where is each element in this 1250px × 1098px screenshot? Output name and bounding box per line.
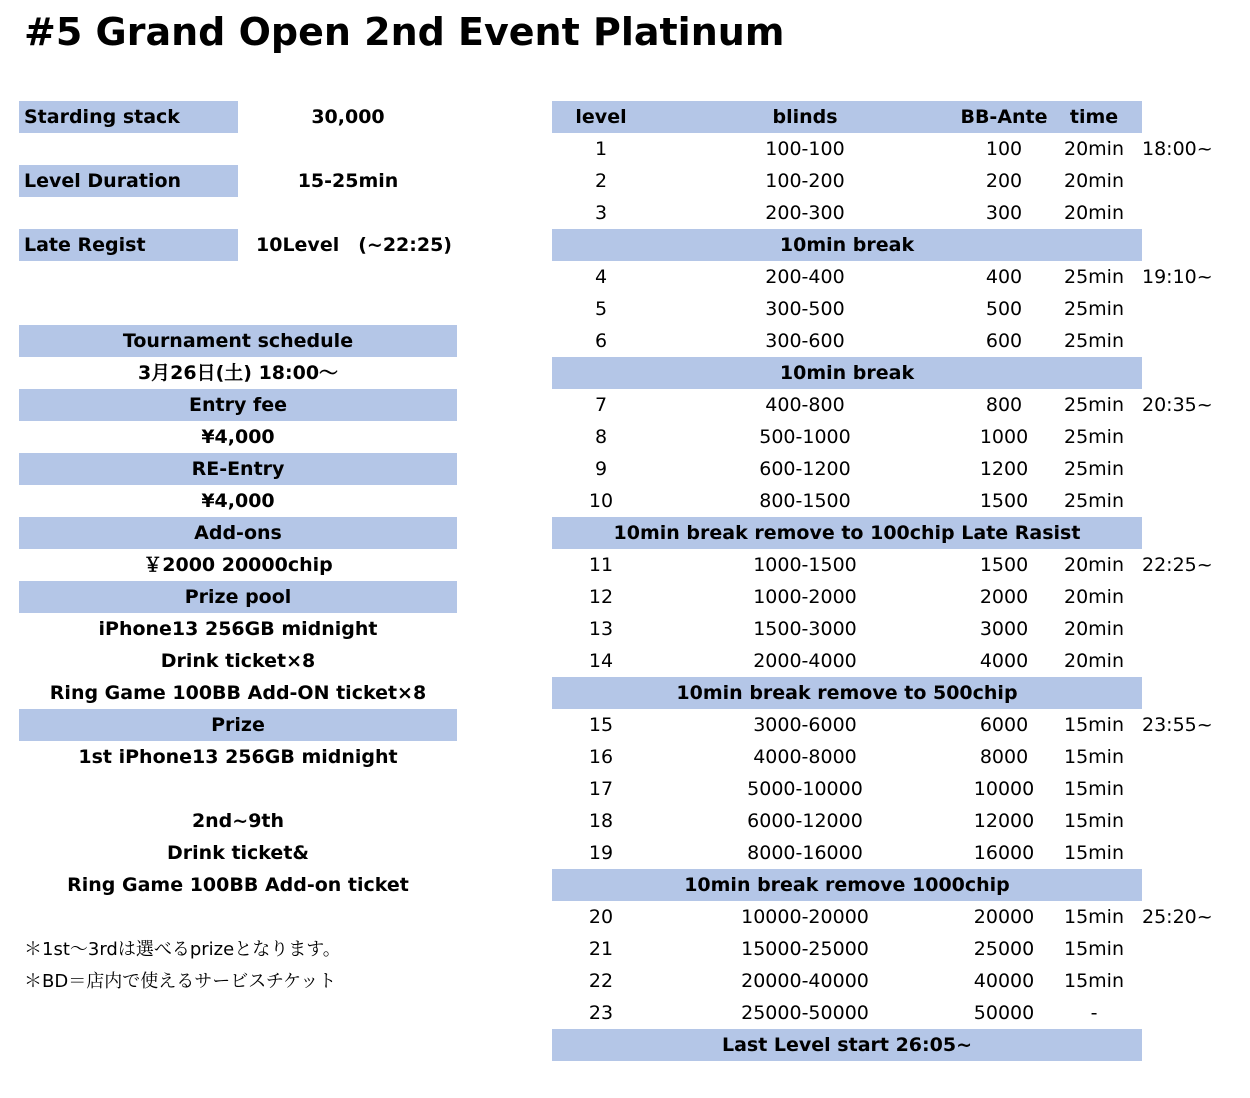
level-cell: 21 bbox=[588, 938, 614, 960]
bb-ante-cell: 12000 bbox=[973, 810, 1035, 832]
bb-ante-cell: 100 bbox=[985, 138, 1023, 160]
bb-ante-cell: 1200 bbox=[979, 458, 1029, 480]
blinds-cell: 1000-2000 bbox=[753, 586, 857, 608]
bb-ante-cell: 1000 bbox=[979, 426, 1029, 448]
tournament-schedule bbox=[19, 325, 457, 901]
bb-ante-cell: 3000 bbox=[979, 618, 1029, 640]
time-cell: 15min bbox=[1063, 714, 1124, 736]
start-time-cell: 19:10~ bbox=[1142, 266, 1213, 288]
bb-ante-cell: 500 bbox=[985, 298, 1023, 320]
bb-ante-cell: 40000 bbox=[973, 970, 1035, 992]
level-cell: 14 bbox=[588, 650, 614, 672]
blind-level-row bbox=[552, 581, 1212, 613]
bb-ante-cell: 600 bbox=[985, 330, 1023, 352]
start-time-cell: 20:35~ bbox=[1142, 394, 1213, 416]
header-level: level bbox=[575, 106, 627, 128]
starting-stack-label: Starding stack bbox=[19, 101, 238, 133]
level-cell: 17 bbox=[588, 778, 614, 800]
time-cell: 15min bbox=[1063, 906, 1124, 928]
blind-level-row bbox=[552, 421, 1212, 453]
time-cell: 25min bbox=[1063, 298, 1124, 320]
time-cell: 20min bbox=[1063, 618, 1124, 640]
time-cell: 15min bbox=[1063, 938, 1124, 960]
blinds-cell: 200-400 bbox=[765, 266, 845, 288]
blinds-cell: 6000-12000 bbox=[747, 810, 863, 832]
blinds-cell: 600-1200 bbox=[759, 458, 851, 480]
blinds-cell: 3000-6000 bbox=[753, 714, 857, 736]
time-cell: 25min bbox=[1063, 330, 1124, 352]
time-cell: 15min bbox=[1063, 778, 1124, 800]
level-cell: 16 bbox=[588, 746, 614, 768]
start-time-cell: 18:00~ bbox=[1142, 138, 1213, 160]
bb-ante-cell: 200 bbox=[985, 170, 1023, 192]
bb-ante-cell: 50000 bbox=[973, 1002, 1035, 1024]
level-cell: 15 bbox=[588, 714, 614, 736]
schedule-value: Ring Game 100BB Add-ON ticket×8 bbox=[49, 682, 427, 704]
time-cell: 20min bbox=[1063, 202, 1124, 224]
level-cell: 11 bbox=[588, 554, 614, 576]
late-regist-value: 10Level (~22:25) bbox=[256, 234, 452, 256]
blinds-cell: 100-200 bbox=[765, 170, 845, 192]
blind-level-row bbox=[552, 165, 1212, 197]
break-row: 10min break remove 1000chip bbox=[552, 869, 1142, 901]
blinds-cell: 400-800 bbox=[765, 394, 845, 416]
level-cell: 7 bbox=[594, 394, 608, 416]
bb-ante-cell: 4000 bbox=[979, 650, 1029, 672]
blinds-cell: 100-100 bbox=[765, 138, 845, 160]
bb-ante-cell: 800 bbox=[985, 394, 1023, 416]
level-cell: 5 bbox=[594, 298, 608, 320]
blind-level-row bbox=[552, 197, 1212, 229]
blind-level-row bbox=[552, 741, 1212, 773]
blinds-cell: 15000-25000 bbox=[741, 938, 869, 960]
schedule-value: 2nd~9th bbox=[191, 810, 285, 832]
level-cell: 1 bbox=[594, 138, 608, 160]
break-row: Last Level start 26:05~ bbox=[552, 1029, 1142, 1061]
time-cell: 15min bbox=[1063, 842, 1124, 864]
header-blinds: blinds bbox=[772, 106, 838, 128]
time-cell: 15min bbox=[1063, 746, 1124, 768]
blinds-cell: 300-500 bbox=[765, 298, 845, 320]
schedule-value: ¥4,000 bbox=[201, 490, 275, 512]
late-regist-label: Late Regist bbox=[19, 229, 238, 261]
time-cell: 20min bbox=[1063, 650, 1124, 672]
blind-level-row bbox=[552, 325, 1212, 357]
time-cell: 20min bbox=[1063, 170, 1124, 192]
blinds-cell: 1000-1500 bbox=[753, 554, 857, 576]
break-row: 10min break remove to 500chip bbox=[552, 677, 1142, 709]
time-cell: 20min bbox=[1063, 138, 1124, 160]
bb-ante-cell: 2000 bbox=[979, 586, 1029, 608]
start-time-cell: 23:55~ bbox=[1142, 714, 1213, 736]
break-row: 10min break remove to 100chip Late Rasist bbox=[552, 517, 1142, 549]
time-cell: 15min bbox=[1063, 810, 1124, 832]
blinds-cell: 5000-10000 bbox=[747, 778, 863, 800]
blind-level-row bbox=[552, 805, 1212, 837]
blinds-cell: 4000-8000 bbox=[753, 746, 857, 768]
header-time: time bbox=[1069, 106, 1119, 128]
time-cell: 25min bbox=[1063, 458, 1124, 480]
blinds-table bbox=[552, 101, 1212, 1061]
time-cell: 20min bbox=[1063, 586, 1124, 608]
level-cell: 2 bbox=[594, 170, 608, 192]
blind-level-row bbox=[552, 389, 1212, 421]
note-line: ＊1st～3rdは選べるprizeとなります。 bbox=[24, 939, 341, 960]
page-title: #5 Grand Open 2nd Event Platinum bbox=[24, 10, 785, 54]
start-time-cell: 25:20~ bbox=[1142, 906, 1213, 928]
blind-level-row bbox=[552, 613, 1212, 645]
starting-stack-value: 30,000 bbox=[311, 106, 385, 128]
header-bb-ante: BB-Ante bbox=[960, 106, 1048, 128]
bb-ante-cell: 8000 bbox=[979, 746, 1029, 768]
level-cell: 19 bbox=[588, 842, 614, 864]
level-cell: 12 bbox=[588, 586, 614, 608]
level-cell: 3 bbox=[594, 202, 608, 224]
bb-ante-cell: 25000 bbox=[973, 938, 1035, 960]
time-cell: 25min bbox=[1063, 266, 1124, 288]
schedule-value: 1st iPhone13 256GB midnight bbox=[78, 746, 398, 768]
blind-level-row bbox=[552, 133, 1212, 165]
blinds-cell: 500-1000 bbox=[759, 426, 851, 448]
blind-level-row bbox=[552, 837, 1212, 869]
blinds-cell: 800-1500 bbox=[759, 490, 851, 512]
blinds-cell: 8000-16000 bbox=[747, 842, 863, 864]
break-row: 10min break bbox=[552, 357, 1142, 389]
schedule-heading: Add-ons bbox=[19, 517, 457, 549]
schedule-heading: Tournament schedule bbox=[19, 325, 457, 357]
schedule-heading: Entry fee bbox=[19, 389, 457, 421]
bb-ante-cell: 10000 bbox=[973, 778, 1035, 800]
blind-level-row bbox=[552, 773, 1212, 805]
level-duration-value: 15-25min bbox=[297, 170, 399, 192]
blinds-header-row bbox=[552, 101, 1142, 133]
schedule-value: Drink ticket×8 bbox=[160, 650, 316, 672]
blind-level-row bbox=[552, 965, 1212, 997]
blind-level-row bbox=[552, 933, 1212, 965]
schedule-heading: Prize bbox=[19, 709, 457, 741]
blinds-cell: 25000-50000 bbox=[741, 1002, 869, 1024]
schedule-value: Drink ticket& bbox=[167, 842, 309, 864]
level-cell: 22 bbox=[588, 970, 614, 992]
blind-level-row bbox=[552, 549, 1212, 581]
level-cell: 20 bbox=[588, 906, 614, 928]
bb-ante-cell: 1500 bbox=[979, 490, 1029, 512]
start-time-cell: 22:25~ bbox=[1142, 554, 1213, 576]
bb-ante-cell: 20000 bbox=[973, 906, 1035, 928]
schedule-value: ￥2000 20000chip bbox=[143, 554, 333, 576]
time-cell: 25min bbox=[1063, 394, 1124, 416]
schedule-heading: RE-Entry bbox=[19, 453, 457, 485]
bb-ante-cell: 6000 bbox=[979, 714, 1029, 736]
schedule-value: ¥4,000 bbox=[201, 426, 275, 448]
blinds-cell: 1500-3000 bbox=[753, 618, 857, 640]
blind-level-row bbox=[552, 997, 1212, 1029]
blind-level-row bbox=[552, 453, 1212, 485]
level-cell: 23 bbox=[588, 1002, 614, 1024]
blinds-cell: 300-600 bbox=[765, 330, 845, 352]
blinds-cell: 200-300 bbox=[765, 202, 845, 224]
blind-level-row bbox=[552, 485, 1212, 517]
level-cell: 8 bbox=[594, 426, 608, 448]
schedule-value: Ring Game 100BB Add-on ticket bbox=[67, 874, 409, 896]
blinds-cell: 10000-20000 bbox=[741, 906, 869, 928]
notes bbox=[24, 934, 341, 998]
schedule-heading: Prize pool bbox=[19, 581, 457, 613]
blind-level-row bbox=[552, 261, 1212, 293]
level-cell: 9 bbox=[594, 458, 608, 480]
level-cell: 10 bbox=[588, 490, 614, 512]
blind-level-row bbox=[552, 709, 1212, 741]
blinds-cell: 2000-4000 bbox=[753, 650, 857, 672]
note-line: ＊BD＝店内で使えるサービスチケット bbox=[24, 971, 337, 992]
time-cell: 25min bbox=[1063, 426, 1124, 448]
level-cell: 4 bbox=[594, 266, 608, 288]
schedule-value: iPhone13 256GB midnight bbox=[98, 618, 378, 640]
bb-ante-cell: 1500 bbox=[979, 554, 1029, 576]
bb-ante-cell: 400 bbox=[985, 266, 1023, 288]
level-cell: 6 bbox=[594, 330, 608, 352]
level-duration-label: Level Duration bbox=[19, 165, 238, 197]
time-cell: - bbox=[1090, 1002, 1098, 1024]
blind-level-row bbox=[552, 293, 1212, 325]
blinds-cell: 20000-40000 bbox=[741, 970, 869, 992]
blind-level-row bbox=[552, 901, 1212, 933]
schedule-value bbox=[19, 773, 457, 805]
blind-level-row bbox=[552, 645, 1212, 677]
time-cell: 15min bbox=[1063, 970, 1124, 992]
level-cell: 18 bbox=[588, 810, 614, 832]
level-cell: 13 bbox=[588, 618, 614, 640]
break-row: 10min break bbox=[552, 229, 1142, 261]
bb-ante-cell: 16000 bbox=[973, 842, 1035, 864]
time-cell: 20min bbox=[1063, 554, 1124, 576]
bb-ante-cell: 300 bbox=[985, 202, 1023, 224]
schedule-value: 3月26日(土) 18:00～ bbox=[137, 362, 339, 384]
time-cell: 25min bbox=[1063, 490, 1124, 512]
